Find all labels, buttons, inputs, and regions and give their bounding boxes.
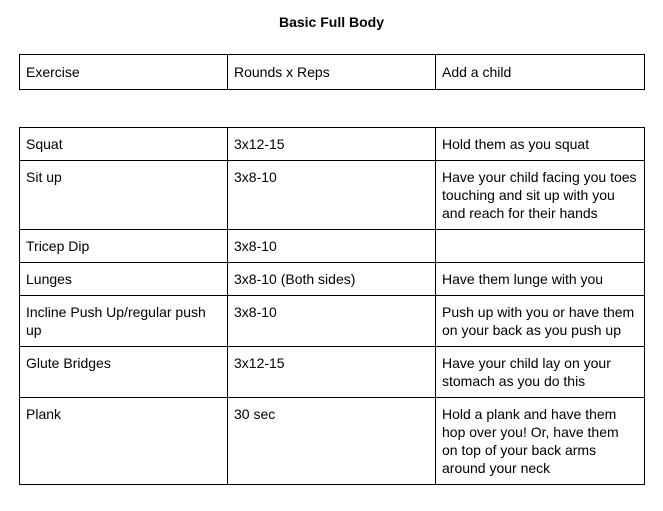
cell-rounds-reps: 3x8-10 <box>228 296 436 347</box>
header-row <box>20 55 645 90</box>
cell-add-child: Hold a plank and have them hop over you! Or, have them on top of your back arms around your neck <box>436 398 645 485</box>
table-row <box>20 296 645 347</box>
cell-exercise: Lunges <box>20 263 228 296</box>
cell-rounds-reps: 3x8-10 <box>228 161 436 230</box>
cell-exercise: Tricep Dip <box>20 230 228 263</box>
cell-exercise: Glute Bridges <box>20 347 228 398</box>
cell-exercise: Sit up <box>20 161 228 230</box>
cell-rounds-reps: 3x8-10 (Both sides) <box>228 263 436 296</box>
page-title: Basic Full Body <box>278 14 385 30</box>
table-row <box>20 398 645 485</box>
cell-rounds-reps: 3x12-15 <box>228 347 436 398</box>
cell-add-child: Have your child lay on your stomach as you do this <box>436 347 645 398</box>
exercise-table <box>19 127 645 485</box>
cell-add-child <box>436 230 645 263</box>
cell-exercise: Squat <box>20 128 228 161</box>
header-add-child: Add a child <box>436 55 645 90</box>
cell-add-child: Have them lunge with you <box>436 263 645 296</box>
cell-add-child: Have your child facing you toes touching and sit up with you and reach for their hands <box>436 161 645 230</box>
cell-exercise: Incline Push Up/regular push up <box>20 296 228 347</box>
cell-add-child: Push up with you or have them on your back as you push up <box>436 296 645 347</box>
cell-rounds-reps: 3x12-15 <box>228 128 436 161</box>
cell-add-child: Hold them as you squat <box>436 128 645 161</box>
table-row <box>20 161 645 230</box>
header-table <box>19 54 645 90</box>
table-row <box>20 263 645 296</box>
table-row <box>20 347 645 398</box>
header-rounds-reps: Rounds x Reps <box>228 55 436 90</box>
cell-rounds-reps: 30 sec <box>228 398 436 485</box>
table-row <box>20 230 645 263</box>
cell-rounds-reps: 3x8-10 <box>228 230 436 263</box>
cell-exercise: Plank <box>20 398 228 485</box>
header-exercise: Exercise <box>20 55 228 90</box>
table-row <box>20 128 645 161</box>
